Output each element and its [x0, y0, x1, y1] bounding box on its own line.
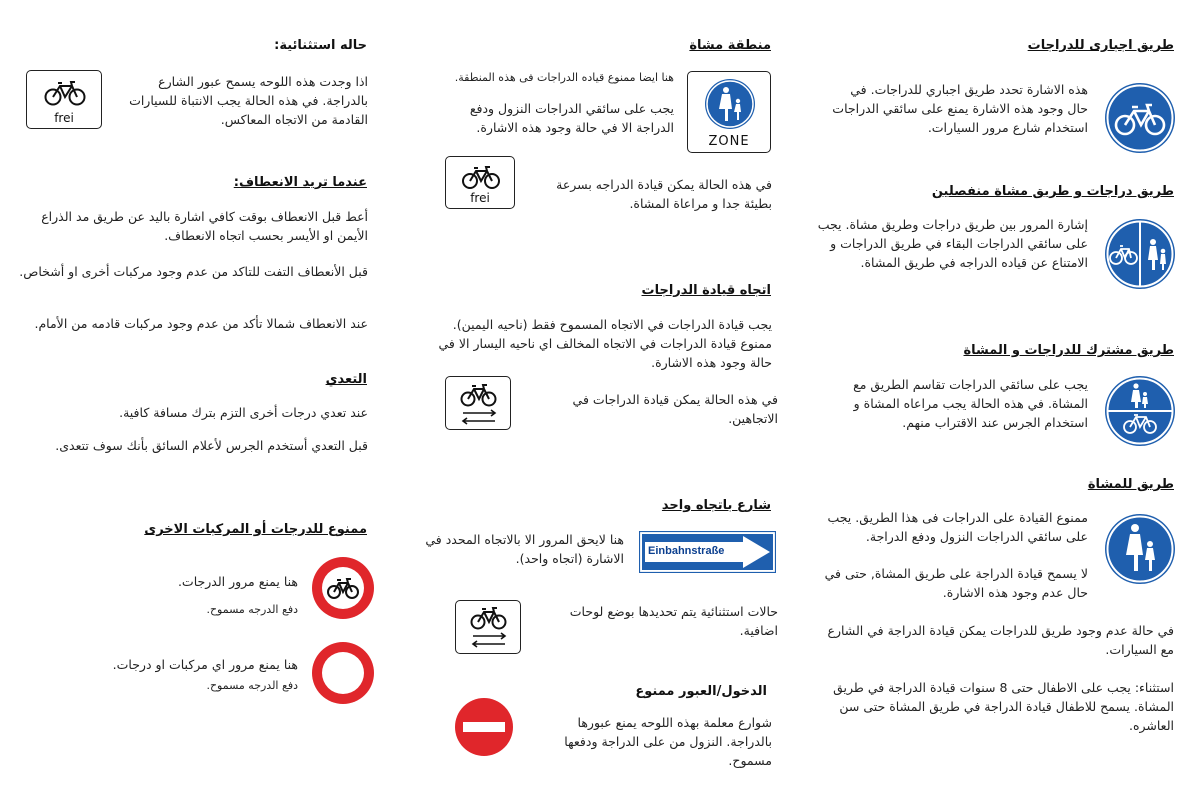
text-no-vehicles-push: دفع الدرجه مسموح. [206, 679, 298, 692]
bikes-free-sign-left [26, 70, 102, 129]
text-turning-3: عند الانعطاف شمالا تأكد من عدم وجود مركبات قادمه من الأمام. [34, 316, 368, 331]
heading-riding-direction: اتجاه قيادة الدراجات [641, 283, 771, 298]
bicycle-icon [462, 385, 496, 406]
text-riding-direction-2: في هذه الحالة يمكن قيادة الدراجات في الاتجاهين. [572, 392, 778, 426]
text-pedestrian-zone-2: في هذه الحالة يمكن قيادة الدراجه بسرعة بطيئة جدا و مراعاة المشاة. [556, 177, 772, 211]
text-exception: اذا وجدت هذه اللوحه يسمح عبور الشارع بالدراجة. في هذه الحالة يجب الانتباة للسيارات القادمة من الاتجاه المعاكس. [129, 74, 368, 127]
text-turning-2: قبل الأنعطاف التفت للتاكد من عدم وجود مركبات أخرى او أشخاص. [19, 264, 368, 279]
bicycle-icon [472, 608, 506, 629]
bike-two-way-sign [445, 376, 511, 430]
text-no-bicycles: هنا يمنع مرور الدرجات. [177, 574, 298, 589]
heading-pedestrian-zone: منطقة مشاة [689, 38, 771, 53]
zone-label: ZONE [708, 134, 750, 149]
bike-exception-sign [455, 600, 521, 654]
text-pedestrian-zone-small: هنا ايضا ممنوع قياده الدراجات فى هذه المنطقة. [454, 71, 674, 84]
frei-label: frei [470, 191, 490, 205]
text-pedestrian-path-3: في حالة عدم وجود طريق للدراجات يمكن قيادة الدراجة في الشارع مع السيارات. [827, 623, 1174, 657]
no-vehicles-sign [311, 641, 375, 705]
separated-bike-pedestrian-sign [1104, 218, 1176, 290]
text-riding-direction: يجب قيادة الدراجات في الاتجاه المسموح فقط (ناحيه اليمين). ممنوع قيادة الدراجات في الاتجاه المخالف اي ناحيه اليسار الا في حالة وجود هذه الاشارة. [438, 317, 772, 370]
text-pedestrian-path-1: ممنوع القيادة على الدراجات فى هذا الطريق. يجب على سائقي الدراجات النزول ودفع الدراجة. [827, 510, 1088, 544]
text-separated-paths: إشارة المرور بين طريق دراجات وطريق مشاة. يجب على سائقي الدراجات البقاء في طريق الدراجات و الامتناع عن قياده الدراجه في طريق المشاة. [817, 217, 1088, 270]
text-overtaking-2: قبل التعدي أستخدم الجرس لأعلام السائق بأنك سوف تتعدى. [55, 438, 368, 453]
bicycle-icon [463, 167, 499, 188]
no-entry-sign [454, 697, 514, 757]
text-no-bicycles-push: دفع الدرجه مسموح. [206, 603, 298, 616]
heading-no-entry: الدخول/العبور ممنوع [635, 684, 767, 699]
arrow-icon [473, 633, 505, 647]
text-overtaking-1: عند تعدي درجات أخرى التزم بترك مسافة كافية. [119, 405, 368, 420]
pedestrian-zone-sign [687, 71, 771, 153]
bicycle-icon [46, 82, 85, 105]
text-shared-path: يجب على سائقي الدراجات تقاسم الطريق مع المشاة. في هذه الحالة يجب مراعاه المشاة و استخدام الجرس عند الاقتراب منهم. [853, 377, 1088, 430]
text-no-entry: شوارع معلمة بهذه اللوحه يمنع عبورها بالدراجة. النزول من على الدراجة ودفعها مسموح. [564, 715, 772, 768]
text-turning-1: أعط قبل الانعطاف بوقت كافي اشارة باليد عن طريق مد الذراع الأيمن او الأيسر بحسب اتجاه الانعطاف. [41, 209, 368, 243]
bikes-free-sign-mid [445, 156, 515, 209]
no-bicycles-sign [311, 556, 375, 620]
text-no-vehicles: هنا يمنع مرور اي مركبات او درجات. [112, 657, 298, 672]
text-pedestrian-path-4: استثناء: يجب على الاطفال حتى 8 سنوات قيادة الدراجة في طريق المشاة. يسمح للاطفال قيادة الدراجة في طريق المشاة حتى سن العاشره. [833, 680, 1174, 733]
shared-bike-pedestrian-sign [1104, 375, 1176, 447]
heading-separated-paths: طريق دراجات و طريق مشاة منفصلين [931, 184, 1174, 199]
one-way-label: Einbahnstraße [648, 545, 725, 557]
heading-prohibited: ممنوع للدرجات أو المركبات الاخرى [144, 522, 367, 537]
arrow-icon [463, 410, 495, 424]
one-way-street-sign [639, 531, 776, 573]
heading-mandatory-bike-path: طريق اجبارى للدراجات [1027, 38, 1174, 53]
text-one-way-street: هنا لايحق المرور الا بالاتجاه المحدد في الاشارة (اتجاه واحد). [425, 532, 624, 566]
heading-turning: عندما تريد الانعطاف: [233, 175, 367, 190]
frei-label: frei [54, 111, 74, 125]
heading-exception: حاله استثنائية: [274, 38, 367, 53]
heading-overtaking: التعدي [325, 372, 367, 387]
text-pedestrian-path-2: لا يسمح قيادة الدراجة على طريق المشاة, حتى في حال عدم وجود هذه الاشارة. [824, 566, 1088, 600]
heading-shared-path: طريق مشترك للدراجات و المشاة [963, 343, 1174, 358]
pedestrian-path-sign [1104, 513, 1176, 585]
heading-one-way-street: شارع باتجاه واحد [661, 498, 771, 513]
heading-pedestrian-path: طريق للمشاة [1087, 477, 1174, 492]
mandatory-bike-path-sign [1104, 82, 1176, 154]
text-one-way-street-2: حالات استثنائية يتم تحديدها بوضع لوحات اضافية. [569, 604, 778, 638]
text-mandatory-bike-path: هذه الاشارة تحدد طريق اجباري للدراجات. في حال وجود هذه الاشارة يمنع على سائقي الدراجات استخدام شارع مرور السيارات. [832, 82, 1088, 135]
text-pedestrian-zone: يجب على سائقي الدراجات النزول ودفع الدراجة الا في حالة وجود هذه الاشارة. [469, 101, 674, 135]
